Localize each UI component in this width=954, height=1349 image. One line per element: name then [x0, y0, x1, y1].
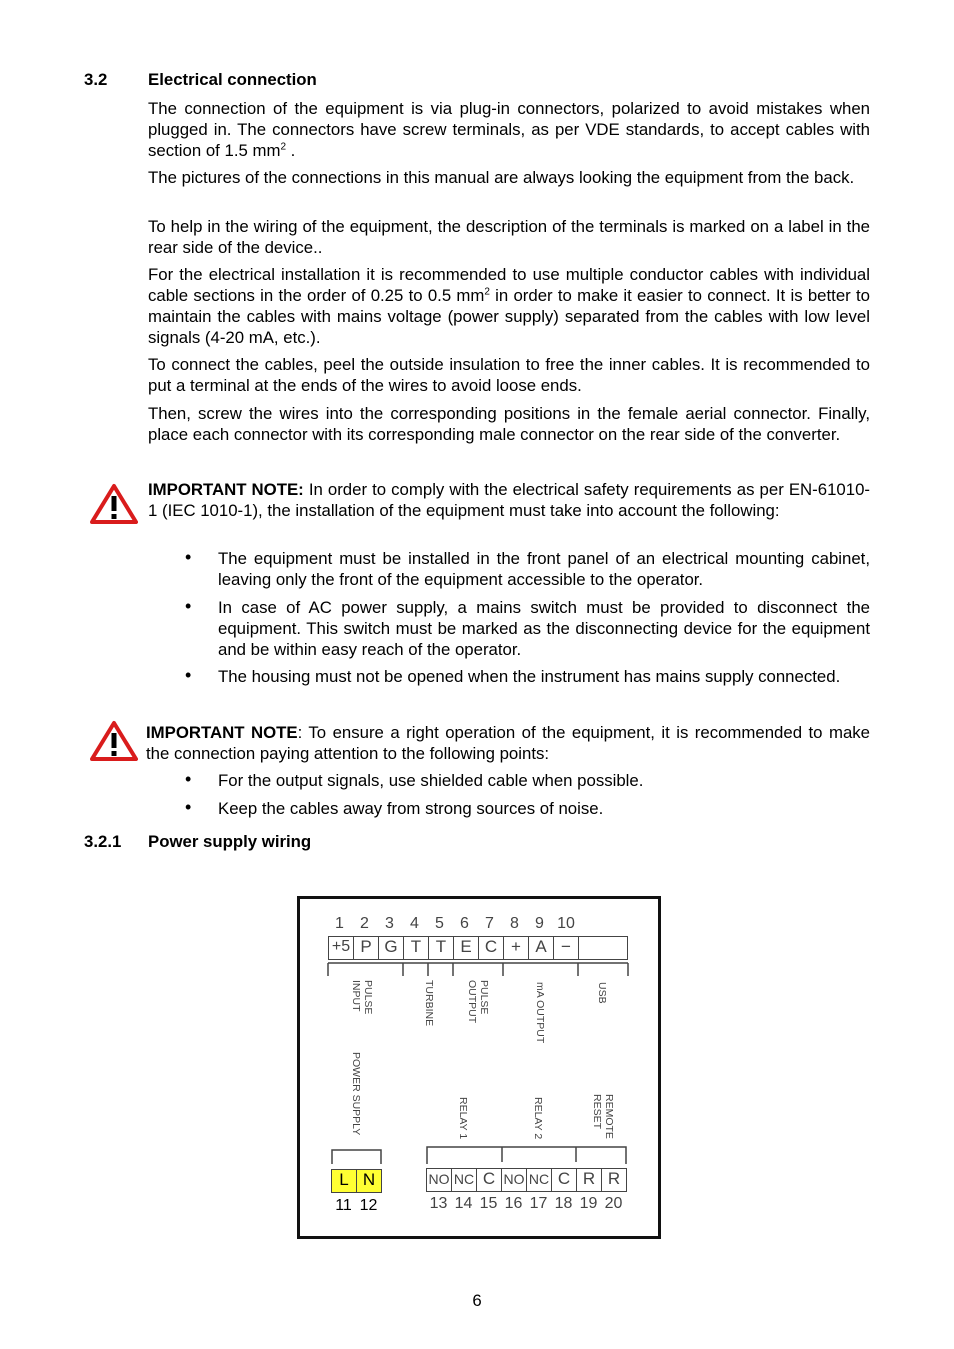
note-label: IMPORTANT NOTE — [146, 723, 298, 742]
paragraph-cables — [148, 264, 870, 348]
terminal-cell: T — [428, 936, 454, 960]
relay-terminal: NO — [426, 1168, 452, 1192]
label-pulse-input: PULSE INPUT — [350, 980, 374, 1015]
bullet-dot: • — [185, 797, 192, 817]
note1-bullet-1: The equipment must be installed in the front panel of an electrical mounting cabinet, leaving only the front of the equipment accessible to the operator. — [218, 549, 870, 589]
relay-terminal: NC — [526, 1168, 552, 1192]
terminal-cell: C — [478, 936, 504, 960]
terminal-number: 10 — [557, 915, 575, 932]
paragraph-peel: To connect the cables, peel the outside insulation to free the inner cables. It is recommended to put a terminal at the ends of the wires to avoid loose ends. — [148, 355, 870, 395]
terminal-number: 15 — [479, 1195, 498, 1212]
label-relay-1: RELAY 1 — [457, 1097, 469, 1140]
terminal-number: 8 — [510, 915, 519, 932]
paragraph-text: For the electrical installation it is recommended to use multiple conductor cables with individual cable sections in the order of 0.25 to 0.5 mm — [148, 265, 870, 305]
note-label: IMPORTANT NOTE: — [148, 480, 304, 499]
superscript: 2 — [280, 141, 287, 153]
relay-terminal: C — [476, 1168, 502, 1192]
terminal-number: 14 — [454, 1195, 473, 1212]
power-terminal-n: N — [356, 1169, 382, 1193]
note1-bullet-3: The housing must not be opened when the instrument has mains supply connected. — [218, 667, 841, 686]
section-number: 3.2 — [84, 70, 108, 89]
terminal-number: 2 — [360, 915, 369, 932]
terminal-number: 13 — [429, 1195, 448, 1212]
relay-terminal: C — [551, 1168, 577, 1192]
bullet-dot: • — [185, 769, 192, 789]
paragraph-text: . — [286, 141, 296, 160]
superscript: 2 — [484, 286, 490, 298]
terminal-number: 17 — [529, 1195, 548, 1212]
label-remote-reset: REMOTE RESET — [591, 1094, 615, 1139]
terminal-number: 19 — [579, 1195, 598, 1212]
relay-terminal: NC — [451, 1168, 477, 1192]
important-note-2 — [146, 722, 870, 764]
warning-icon — [90, 720, 138, 762]
label-power-supply: POWER SUPPLY — [350, 1052, 362, 1136]
relay-terminal: R — [601, 1168, 627, 1192]
section-title: Electrical connection — [148, 70, 317, 89]
note-text: : To ensure a right operation of the equipment, it is recommended to make the connection paying attention to the following points: — [146, 723, 870, 763]
wiring-diagram — [297, 896, 661, 1239]
important-note-1 — [148, 479, 870, 521]
terminal-number: 9 — [535, 915, 544, 932]
terminal-cell: A — [528, 936, 554, 960]
paragraph-label: To help in the wiring of the equipment, the description of the terminals is marked on a label in the rear side of the device.. — [148, 217, 870, 257]
warning-icon — [90, 483, 138, 525]
label-ma-output: mA OUTPUT — [534, 982, 546, 1044]
paragraph-text: in order to make it easier to connect. It is better to maintain the cables with mains voltage (power supply) separated from the cables with low level signals (4-20 mA, etc.). — [148, 286, 870, 347]
power-terminal-l: L — [331, 1169, 357, 1193]
paragraph-connectors — [148, 98, 870, 161]
relay-terminal: NO — [501, 1168, 527, 1192]
terminal-number: 3 — [385, 915, 394, 932]
terminal-number: 16 — [504, 1195, 523, 1212]
note2-bullet-1: For the output signals, use shielded cable when possible. — [218, 771, 644, 790]
paragraph-screw: Then, screw the wires into the corresponding positions in the female aerial connector. Finally, place each connector with its corresponding male connector on the rear side of the converter. — [148, 404, 870, 444]
terminal-number: 12 — [359, 1197, 378, 1214]
terminal-number: 11 — [335, 1197, 352, 1214]
usb-port — [578, 936, 628, 960]
page-number: 6 — [472, 1291, 482, 1310]
bullet-dot: • — [185, 596, 192, 616]
relay-terminal: R — [576, 1168, 602, 1192]
bullet-dot: • — [185, 547, 192, 567]
paragraph-text: The connection of the equipment is via plug-in connectors, polarized to avoid mistakes when plugged in. The connectors have screw terminals, as per VDE standards, to accept cables with section of 1.5 mm — [148, 99, 870, 160]
terminal-cell: G — [378, 936, 404, 960]
terminal-number: 1 — [335, 915, 344, 932]
label-usb: USB — [596, 982, 608, 1004]
terminal-cell: T — [403, 936, 429, 960]
label-pulse-output: PULSE OUTPUT — [466, 980, 490, 1024]
terminal-number: 5 — [435, 915, 444, 932]
note1-bullet-2: In case of AC power supply, a mains switch must be provided to disconnect the equipment. This switch must be marked as the disconnecting device for the equipment and be within easy reach of the operator. — [218, 598, 870, 659]
terminal-number: 6 — [460, 915, 469, 932]
note-text: In order to comply with the electrical safety requirements as per EN-61010-1 (IEC 1010-1), the installation of the equipment must take into account the following: — [148, 480, 870, 520]
note2-bullet-2: Keep the cables away from strong sources of noise. — [218, 799, 604, 818]
paragraph-pictures: The pictures of the connections in this manual are always looking the equipment from the back. — [148, 168, 855, 187]
terminal-cell: + — [503, 936, 529, 960]
terminal-cell: E — [453, 936, 479, 960]
subsection-number: 3.2.1 — [84, 832, 122, 851]
terminal-number: 7 — [485, 915, 494, 932]
label-relay-2: RELAY 2 — [532, 1097, 544, 1140]
subsection-title: Power supply wiring — [148, 832, 312, 851]
bullet-dot: • — [185, 665, 192, 685]
terminal-number: 18 — [554, 1195, 573, 1212]
terminal-number: 20 — [604, 1195, 623, 1212]
label-turbine: TURBINE — [423, 980, 435, 1027]
terminal-cell: +5 — [328, 936, 354, 960]
terminal-cell: P — [353, 936, 379, 960]
terminal-cell: − — [553, 936, 579, 960]
terminal-number: 4 — [410, 915, 419, 932]
